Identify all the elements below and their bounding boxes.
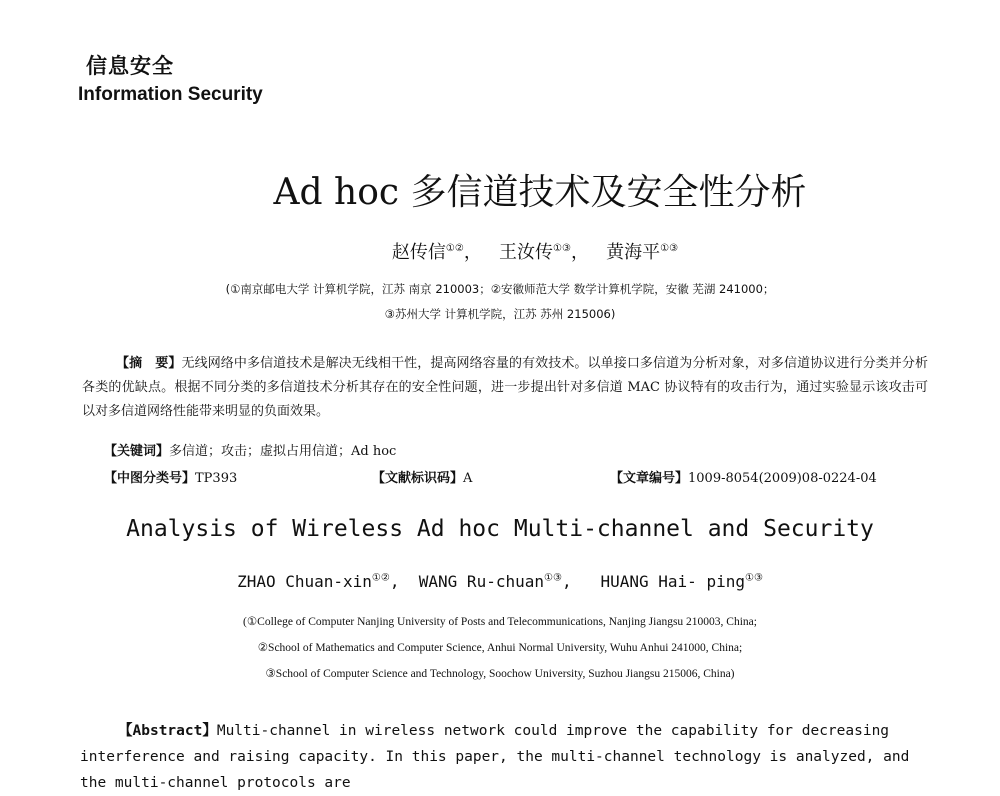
keywords-cn [104, 440, 396, 459]
doc-code-value: A [463, 471, 473, 486]
author-name: WANG Ru-chuan [418, 572, 544, 591]
abstract-text-en: Multi-channel in wireless network could improve the capability for decreasing interference and raising capacity. In this paper, the multi-channel technology is analyzed, and the multi-channel protocols are [80, 723, 910, 791]
paper-title-cn: Ad hoc 多信道技术及安全性分析 [273, 172, 807, 213]
author-affil-mark: ①③ [553, 243, 571, 254]
abstract-label-cn: 【摘 要】 [116, 356, 182, 371]
abstract-text-cn: 无线网络中多信道技术是解决无线相干性，提高网络容量的有效技术。以单接口多信道为分析对象，对多信道协议进行分类并分析各类的优缺点。根据不同分类的多信道技术分析其存在的安全性问题，进一步提出针对多信道 MAC 协议特有的攻击行为，通过实验显示该攻击可以对多信道网络性能带来明显的负面效果。 [82, 356, 928, 419]
abstract-label-en: 【Abstract】 [118, 723, 217, 739]
author-affil-mark: ①② [445, 243, 464, 254]
affiliation-line-en: ②School of Mathematics and Computer Science, Anhui Normal University, Wuhu Anhui 241000, China; [257, 642, 743, 654]
authors-cn [0, 238, 1000, 264]
author-name: HUANG Hai- ping [600, 572, 745, 591]
author-name: 王汝传 [499, 242, 554, 263]
authors-en [0, 572, 1000, 591]
section-heading-cn: 信息安全 [86, 53, 174, 78]
author-affil-mark: ①② [371, 572, 390, 584]
affiliation-line-en: (①College of Computer Nanjing University of Posts and Telecommunications, Nanjing Jiangsu 210003, China; [243, 616, 757, 628]
affiliation-line-cn: ③苏州大学 计算机学院，江苏 苏州 215006) [384, 307, 616, 321]
author-name: 黄海平 [606, 242, 661, 263]
author-separator: ， [463, 242, 482, 263]
keywords-text: 多信道；攻击；虚拟占用信道；Ad hoc [169, 444, 397, 459]
author-affil-mark: ①③ [744, 572, 763, 584]
keywords-label: 【关键词】 [104, 444, 170, 459]
doc-code [372, 467, 472, 486]
doc-code-label: 【文献标识码】 [372, 471, 464, 486]
author-affil-mark: ①③ [544, 572, 562, 584]
author-separator: , [561, 572, 572, 591]
article-number-label: 【文章编号】 [610, 471, 689, 486]
author-separator: , [389, 572, 400, 591]
section-heading-en: Information Security [78, 84, 263, 105]
article-number [610, 467, 877, 486]
clc-number [104, 467, 237, 486]
author-name: 赵传信 [391, 242, 446, 263]
abstract-en [80, 718, 930, 796]
author-affil-mark: ①③ [660, 243, 679, 254]
author-name: ZHAO Chuan-xin [237, 572, 372, 591]
author-separator: ， [570, 242, 589, 263]
clc-value: TP393 [195, 471, 238, 486]
clc-label: 【中图分类号】 [104, 471, 196, 486]
affiliation-line-cn: (①南京邮电大学 计算机学院，江苏 南京 210003；②安徽师范大学 数学计算机学院，安徽 芜湖 241000； [225, 282, 775, 296]
abstract-cn [82, 352, 928, 424]
affiliation-line-en: ③School of Computer Science and Technology, Soochow University, Suzhou Jiangsu 215006, China) [265, 668, 735, 680]
article-number-value: 1009-8054(2009)08-0224-04 [688, 471, 877, 486]
paper-title-en: Analysis of Wireless Ad hoc Multi-channel and Security [126, 516, 874, 542]
